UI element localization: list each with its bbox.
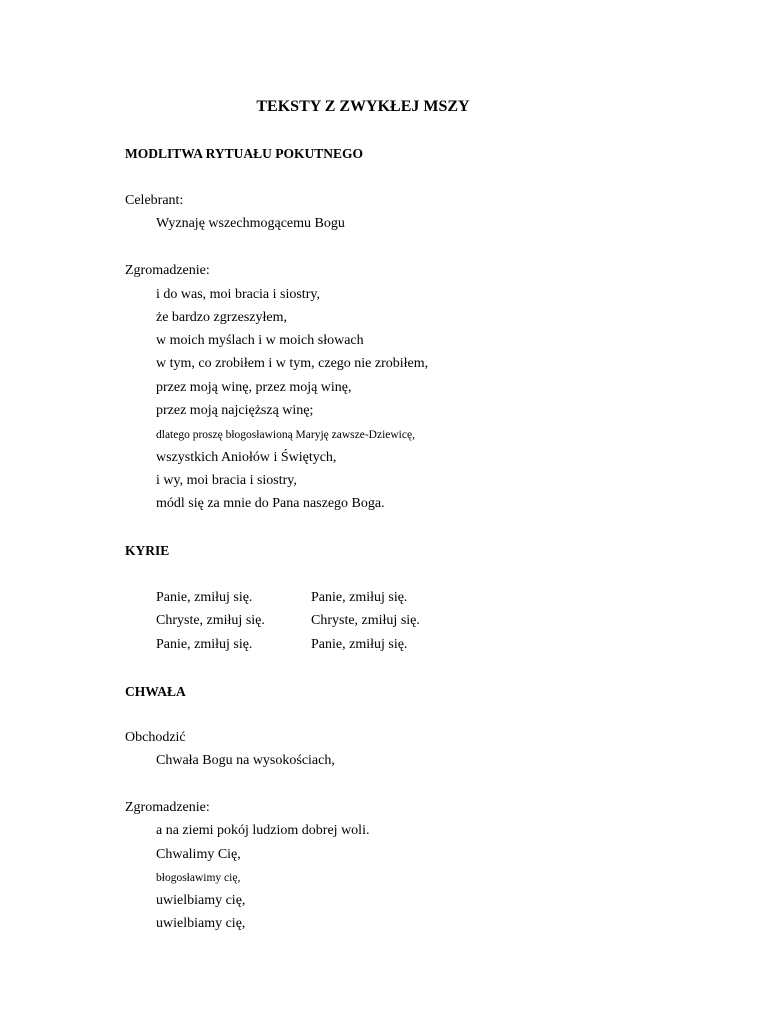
prayer-line: dlatego proszę błogosławioną Maryję zawsze-Dziewicę, <box>156 429 415 441</box>
section-heading-kyrie: KYRIE <box>125 543 170 558</box>
section-heading-gloria: CHWAŁA <box>125 684 186 699</box>
celebrant-label: Celebrant: <box>125 193 184 208</box>
prayer-line: przez moją najcięższą winę; <box>156 403 314 418</box>
kyrie-line-left: Chryste, zmiłuj się. <box>156 613 265 628</box>
prayer-line: Chwalimy Cię, <box>156 847 241 862</box>
kyrie-line-left: Panie, zmiłuj się. <box>156 637 253 652</box>
celebrant-text: Chwała Bogu na wysokościach, <box>156 753 335 768</box>
prayer-line: w tym, co zrobiłem i w tym, czego nie zrobiłem, <box>156 356 429 371</box>
celebrant-text: Wyznaję wszechmogącemu Bogu <box>156 216 345 231</box>
prayer-line: uwielbiamy cię, <box>156 916 246 931</box>
celebrant-label: Obchodzić <box>125 730 186 745</box>
prayer-line: módl się za mnie do Pana naszego Boga. <box>156 496 385 511</box>
prayer-line: a na ziemi pokój ludziom dobrej woli. <box>156 823 370 838</box>
page-title: TEKSTY Z ZWYKŁEJ MSZY <box>256 98 470 115</box>
kyrie-line-right: Panie, zmiłuj się. <box>311 590 408 605</box>
assembly-label: Zgromadzenie: <box>125 263 210 278</box>
kyrie-line-right: Chryste, zmiłuj się. <box>311 613 420 628</box>
prayer-line: błogosławimy cię, <box>156 872 241 884</box>
prayer-line: że bardzo zgrzeszyłem, <box>156 310 287 325</box>
prayer-line: przez moją winę, przez moją winę, <box>156 380 352 395</box>
prayer-line: w moich myślach i w moich słowach <box>156 333 364 348</box>
prayer-line: i do was, moi bracia i siostry, <box>156 287 320 302</box>
prayer-line: wszystkich Aniołów i Świętych, <box>156 450 337 465</box>
kyrie-line-left: Panie, zmiłuj się. <box>156 590 253 605</box>
prayer-line: uwielbiamy cię, <box>156 893 246 908</box>
prayer-line: i wy, moi bracia i siostry, <box>156 473 297 488</box>
assembly-label: Zgromadzenie: <box>125 800 210 815</box>
section-heading-penitential: MODLITWA RYTUAŁU POKUTNEGO <box>125 146 364 161</box>
kyrie-line-right: Panie, zmiłuj się. <box>311 637 408 652</box>
